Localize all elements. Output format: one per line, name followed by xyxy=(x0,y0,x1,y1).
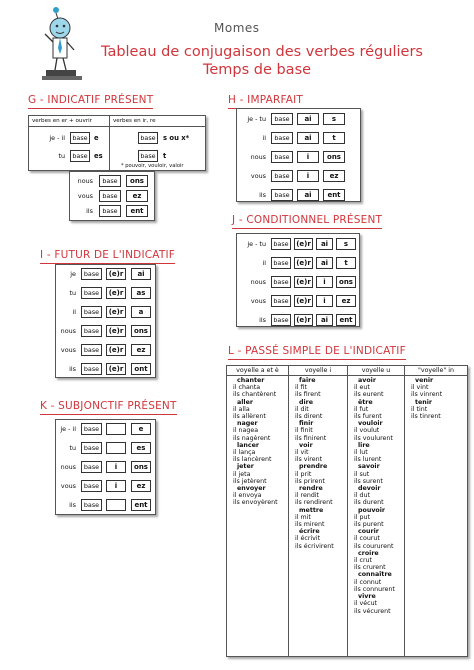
base-box: base xyxy=(81,287,102,299)
verb-form: il eut xyxy=(354,384,370,392)
base-box: base xyxy=(81,442,102,454)
pronoun-label: vous xyxy=(60,346,76,354)
section-title-h: H - IMPARFAIT xyxy=(228,94,303,109)
ending-text: t xyxy=(163,152,167,160)
ending-box: ons xyxy=(131,461,151,473)
verb-form: il alla xyxy=(233,405,250,413)
header-divider xyxy=(29,126,205,127)
verb-infinitive: mettre xyxy=(299,506,324,514)
verb-infinitive: voir xyxy=(299,441,313,449)
imparfait-mark-box: i xyxy=(316,276,333,288)
verb-infinitive: écrire xyxy=(299,528,320,536)
ending-box: t xyxy=(336,257,356,269)
verb-form: ils envoyèrent xyxy=(233,499,278,507)
verb-form: ils connurent xyxy=(354,585,395,593)
pronoun-label: ils xyxy=(69,501,76,509)
ending-box: ez xyxy=(323,170,345,182)
page-title: Tableau de conjugaison des verbes réguliers xyxy=(100,44,423,60)
verb-infinitive: savoir xyxy=(358,463,380,471)
verb-infinitive: devoir xyxy=(358,485,381,493)
subjonctif-mark-box: i xyxy=(106,461,126,473)
future-r-box: (e)r xyxy=(106,325,126,337)
pronoun-label: vous xyxy=(250,297,266,305)
future-r-box: (e)r xyxy=(294,295,313,307)
verb-infinitive: aller xyxy=(237,398,253,406)
pronoun-label: il xyxy=(72,308,76,316)
future-r-box: (e)r xyxy=(294,257,313,269)
verb-infinitive: courir xyxy=(358,528,379,536)
ending-text: s ou x* xyxy=(163,134,190,142)
ending-box: ons xyxy=(336,276,356,288)
subjonctif-mark-box xyxy=(106,499,126,511)
pronoun-label: nous xyxy=(60,463,76,471)
base-box: base xyxy=(271,132,293,144)
verb-infinitive: tenir xyxy=(415,398,433,406)
verb-infinitive: vivre xyxy=(358,593,376,601)
future-r-box: (e)r xyxy=(294,276,313,288)
ending-box: s xyxy=(323,113,345,125)
section-title-g: G - INDICATIF PRÉSENT xyxy=(28,94,153,109)
header-right: verbes en ir, re xyxy=(113,118,156,124)
verb-form: il chanta xyxy=(233,384,261,392)
verb-form: il courut xyxy=(354,535,380,543)
section-title-k: K - SUBJONCTIF PRÉSENT xyxy=(40,400,177,415)
base-box: base xyxy=(138,132,158,144)
header-left: verbes en er + ouvrir xyxy=(32,118,92,124)
ending-box: ez xyxy=(336,295,356,307)
footnote: * pouvoir, vouloir, valoir xyxy=(121,163,184,169)
pronoun-label: nous xyxy=(77,177,93,185)
verb-list xyxy=(289,376,347,550)
base-box: base xyxy=(99,190,121,202)
pronoun-label: ils xyxy=(259,191,266,199)
verb-infinitive: faire xyxy=(299,377,316,384)
ending-box: s xyxy=(336,238,356,250)
verb-form: il écrivit xyxy=(295,535,321,543)
verb-form: il vit xyxy=(295,449,309,457)
base-box: base xyxy=(271,257,291,269)
verb-form: ils écrivirent xyxy=(295,542,334,550)
subjonctif-mark-box xyxy=(106,442,126,454)
imparfait-mark-box: ai xyxy=(316,238,333,250)
verb-form: ils jetèrent xyxy=(233,477,267,485)
pronoun-label: ils xyxy=(259,316,266,324)
base-box: base xyxy=(81,480,102,492)
base-box: base xyxy=(81,363,102,375)
imparfait-mark-box: ai xyxy=(297,113,319,125)
base-box: base xyxy=(271,314,291,326)
indicatif-plural-panel xyxy=(69,171,155,221)
pronoun-label: tu xyxy=(69,444,76,452)
passe-simple-column xyxy=(405,366,467,656)
base-box: base xyxy=(99,175,121,187)
pronoun-label: je - il xyxy=(49,134,65,142)
imparfait-mark-box: i xyxy=(297,170,319,182)
ending-box: ez xyxy=(126,190,148,202)
subjonctif-table xyxy=(55,419,156,515)
verb-form: il voulut xyxy=(354,427,380,435)
verb-form: ils furent xyxy=(354,413,382,421)
passe-simple-column xyxy=(227,366,289,656)
verb-form: il crut xyxy=(354,557,373,565)
conditionnel-table xyxy=(236,233,360,327)
ending-box: ons xyxy=(323,151,345,163)
ending-box: ez xyxy=(131,344,151,356)
ending-box: ent xyxy=(336,314,356,326)
verb-form: il fut xyxy=(354,405,369,413)
verb-form: ils eurent xyxy=(354,391,384,399)
pronoun-label: je - tu xyxy=(247,115,266,123)
verb-infinitive: lancer xyxy=(237,441,259,449)
verb-infinitive: jeter xyxy=(237,463,254,471)
ending-box: ent xyxy=(323,189,345,201)
verb-list xyxy=(348,376,404,615)
verb-infinitive: dire xyxy=(299,398,314,406)
verb-form: ils prirent xyxy=(295,477,325,485)
verb-form: ils vinrent xyxy=(411,391,443,399)
base-box: base xyxy=(70,150,90,162)
verb-form: ils voulurent xyxy=(354,434,393,442)
verb-form: ils allèrent xyxy=(233,413,266,421)
base-box: base xyxy=(99,205,121,217)
base-box: base xyxy=(81,461,102,473)
passe-simple-column xyxy=(348,366,405,656)
verb-infinitive: être xyxy=(358,398,373,406)
verb-form: il vécut xyxy=(354,600,378,608)
ending-text: e xyxy=(94,134,99,142)
imparfait-mark-box: ai xyxy=(297,132,319,144)
future-r-box: (e)r xyxy=(106,363,126,375)
pronoun-label: il xyxy=(262,134,266,142)
verb-form: il sut xyxy=(354,470,370,478)
verb-infinitive: pouvoir xyxy=(358,506,386,514)
pronoun-label: ils xyxy=(86,207,93,215)
verb-infinitive: envoyer xyxy=(237,485,266,493)
imparfait-mark-box: ai xyxy=(316,257,333,269)
verb-form: ils virent xyxy=(295,456,323,464)
ending-box: ons xyxy=(126,175,148,187)
verb-form: ils purent xyxy=(354,521,384,529)
section-title-l: L - PASSÉ SIMPLE DE L'INDICATIF xyxy=(228,345,406,360)
future-r-box: (e)r xyxy=(106,306,126,318)
verb-infinitive: rendre xyxy=(299,485,323,493)
verb-form: ils dirent xyxy=(295,413,323,421)
verb-form: ils vécurent xyxy=(354,607,391,615)
verb-form: ils durent xyxy=(354,499,384,507)
pronoun-label: tu xyxy=(58,152,65,160)
verb-form: ils tinrent xyxy=(411,413,441,421)
imparfait-mark-box: ai xyxy=(297,189,319,201)
pronoun-label: je xyxy=(70,270,76,278)
verb-form: il prit xyxy=(295,470,312,478)
verb-form: il dit xyxy=(295,405,309,413)
momes-logo: Momes xyxy=(214,21,260,35)
verb-infinitive: finir xyxy=(299,420,314,428)
verb-form: ils nagèrent xyxy=(233,434,271,442)
verb-form: il tint xyxy=(411,405,428,413)
verb-infinitive: chanter xyxy=(237,377,265,384)
section-title-i: I - FUTUR DE L'INDICATIF xyxy=(40,249,175,264)
verb-form: ils surent xyxy=(354,477,383,485)
imparfait-mark-box: i xyxy=(297,151,319,163)
base-box: base xyxy=(271,276,291,288)
base-box: base xyxy=(271,113,293,125)
indicatif-top-panel xyxy=(28,115,206,171)
pronoun-label: il xyxy=(262,259,266,267)
verb-infinitive: nager xyxy=(237,420,258,428)
verb-form: il envoya xyxy=(233,492,262,500)
verb-list xyxy=(227,376,288,507)
pronoun-label: nous xyxy=(250,153,266,161)
verb-infinitive: lire xyxy=(358,441,370,449)
verb-form: il fit xyxy=(295,384,307,392)
ending-text: es xyxy=(94,152,103,160)
verb-form: il vint xyxy=(411,384,429,392)
base-box: base xyxy=(271,151,293,163)
verb-form: il finit xyxy=(295,427,313,435)
pronoun-label: je - tu xyxy=(247,240,266,248)
base-box: base xyxy=(271,238,291,250)
verb-form: il nagea xyxy=(233,427,259,435)
subjonctif-mark-box xyxy=(106,423,126,435)
base-box: base xyxy=(81,344,102,356)
verb-form: il dut xyxy=(354,492,370,500)
future-r-box: (e)r xyxy=(294,314,313,326)
column-divider xyxy=(109,116,110,170)
base-box: base xyxy=(271,170,293,182)
future-r-box: (e)r xyxy=(106,344,126,356)
ending-box: ez xyxy=(131,480,151,492)
imparfait-table xyxy=(236,108,361,202)
imparfait-mark-box: i xyxy=(316,295,333,307)
verb-form: ils crurent xyxy=(354,564,386,572)
verb-form: ils coururent xyxy=(354,542,394,550)
ending-box: ont xyxy=(131,363,151,375)
verb-infinitive: venir xyxy=(415,377,434,384)
ending-box: ent xyxy=(131,499,151,511)
verb-form: ils lancèrent xyxy=(233,456,272,464)
pronoun-label: je - il xyxy=(60,425,76,433)
indicatif-present-table xyxy=(28,115,206,218)
verb-form: ils chantèrent xyxy=(233,391,277,399)
future-r-box: (e)r xyxy=(106,268,126,280)
base-box: base xyxy=(81,499,102,511)
ending-box: t xyxy=(323,132,345,144)
ending-box: es xyxy=(131,442,151,454)
column-header: "voyelle" in xyxy=(405,366,467,376)
pronoun-label: nous xyxy=(60,327,76,335)
column-header: voyelle u xyxy=(348,366,404,376)
ending-box: ons xyxy=(131,325,151,337)
verb-form: ils finirent xyxy=(295,434,327,442)
verb-infinitive: avoir xyxy=(358,377,376,384)
base-box: base xyxy=(81,423,102,435)
base-box: base xyxy=(81,325,102,337)
pronoun-label: nous xyxy=(250,278,266,286)
pronoun-label: vous xyxy=(60,482,76,490)
passe-simple-table xyxy=(226,365,468,657)
verb-form: il jeta xyxy=(233,470,251,478)
ending-box: as xyxy=(131,287,151,299)
verb-form: ils rendirent xyxy=(295,499,333,507)
verb-form: ils firent xyxy=(295,391,321,399)
verb-form: ils mirent xyxy=(295,521,325,529)
verb-list xyxy=(405,376,467,420)
ending-box: ent xyxy=(126,205,148,217)
pronoun-label: ils xyxy=(69,365,76,373)
verb-form: ils lurent xyxy=(354,456,382,464)
verb-form: il lança xyxy=(233,449,256,457)
base-box: base xyxy=(81,306,102,318)
base-box: base xyxy=(81,268,102,280)
base-box: base xyxy=(138,150,158,162)
pronoun-label: vous xyxy=(250,172,266,180)
verb-form: il mit xyxy=(295,513,311,521)
verb-form: il connut xyxy=(354,578,382,586)
passe-simple-column xyxy=(289,366,348,656)
column-header: voyelle a et è xyxy=(227,366,288,376)
subjonctif-mark-box: i xyxy=(106,480,126,492)
verb-form: il rendit xyxy=(295,492,320,500)
verb-infinitive: connaître xyxy=(358,571,392,579)
verb-form: il lut xyxy=(354,449,368,457)
ending-box: e xyxy=(131,423,151,435)
imparfait-mark-box: ai xyxy=(316,314,333,326)
base-box: base xyxy=(271,295,291,307)
base-box: base xyxy=(70,132,90,144)
base-box: base xyxy=(271,189,293,201)
ending-box: ai xyxy=(131,268,151,280)
verb-infinitive: vouloir xyxy=(358,420,383,428)
futur-table xyxy=(55,264,156,378)
ending-box: a xyxy=(131,306,151,318)
future-r-box: (e)r xyxy=(294,238,313,250)
future-r-box: (e)r xyxy=(106,287,126,299)
column-header: voyelle i xyxy=(289,366,347,376)
pronoun-label: tu xyxy=(69,289,76,297)
section-title-j: J - CONDITIONNEL PRÉSENT xyxy=(232,214,382,229)
pronoun-label: vous xyxy=(77,192,93,200)
verb-infinitive: croire xyxy=(358,549,379,557)
verb-form: il put xyxy=(354,513,370,521)
page-subtitle: Temps de base xyxy=(202,62,312,78)
verb-infinitive: prendre xyxy=(299,463,328,471)
